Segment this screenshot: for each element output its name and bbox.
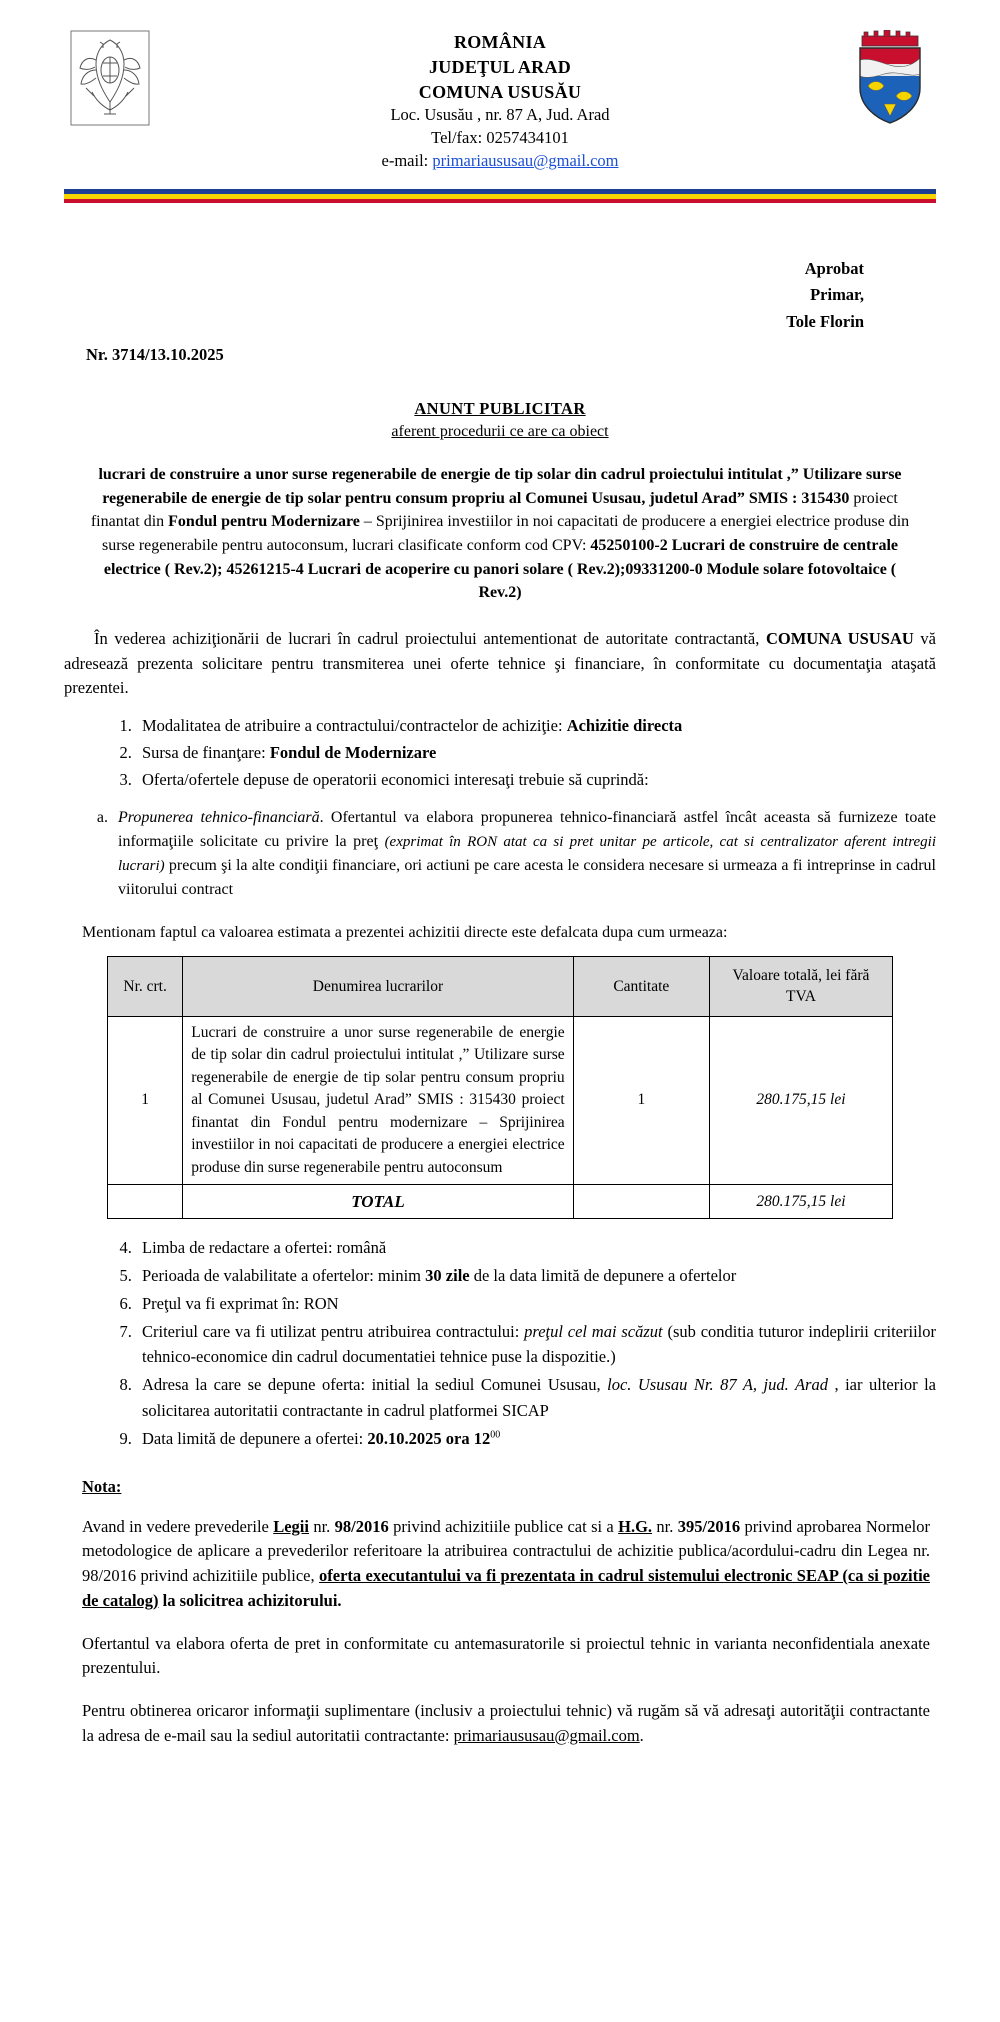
list-item-text: Sursa de finanţare:: [142, 743, 270, 763]
approval-line-3: Tole Florin: [786, 311, 864, 331]
estimated-values-table: [107, 956, 893, 1219]
law-number: 98/2016: [334, 1516, 389, 1536]
list-item: [136, 767, 936, 792]
column-header-cantitate: Cantitate: [573, 957, 709, 1016]
intro-paragraph: [64, 627, 936, 701]
list-item: [136, 713, 936, 738]
note-paragraph-2: Ofertantul va elabora oferta de pret in conformitate cu antemasuratorile si proiectul tehnic in varianta neconfidentiala anexate prezentului.: [82, 1633, 930, 1678]
object-text-bold-3: 45250100-2 Lucrari de construire de centrale electrice ( Rev.2); 45261215-4 Lucrari de acoperire cu panori solare ( Rev.2);09331200-0 Module solare fotovoltaice ( Rev.2): [103, 536, 899, 602]
list-item-italic: loc. Ususau Nr. 87 A, jud. Arad: [607, 1375, 828, 1395]
page-title: ANUNT PUBLICITAR: [414, 398, 586, 418]
cell-denumire: Lucrari de construire a unor surse regenerabile de energie de tip solar din cadrul proiectului intitulat ,” Utilizare surse regenerabile de energie de tip solar pentru consum propriu al Comunei Ususau, judetul Arad” SMIS : 315430 proiect finantat din Fondul pentru modernizare – Sprijinirea investiilor in noi capacitati de producere a energiei electrice produse din surse regenerabile pentru autoconsum: [183, 1016, 573, 1184]
cell-nr: 1: [108, 1016, 183, 1184]
cell-empty-2: [573, 1185, 709, 1219]
proposal-text-1: . Ofertantul va elabora propunerea tehnico-financiară astfel încât aceasta să furnizeze toate informaţiile solicitate cu privire la preţ: [118, 809, 936, 851]
contact-email-link[interactable]: primariaususau@gmail.com: [453, 1725, 640, 1745]
deadline-hour: ora 12: [441, 1428, 491, 1448]
hg-name: H.G.: [618, 1516, 653, 1536]
email-line: [156, 150, 844, 173]
list-item-bold: 30 zile: [425, 1266, 470, 1286]
list-item-text-a: Adresa la care se depune oferta: initial la sediul Comunei Ususau,: [142, 1375, 608, 1395]
page-subtitle: aferent procedurii ce are ca obiect: [391, 422, 609, 440]
column-header-valoare: Valoare totală, lei fără TVA: [709, 957, 892, 1016]
list-item: [136, 740, 936, 765]
list-item-text: Preţul va fi exprimat în: RON: [142, 1294, 339, 1314]
list-item-text-b: , iar ulterior la solicitarea autoritatii contractante in cadrul platformei SICAP: [142, 1375, 936, 1420]
email-label: e-mail:: [381, 151, 433, 171]
intro-text-1: În vederea achiziţionării de lucrari în cadrul proiectului antementionat de autoritate contractantă,: [94, 628, 766, 648]
list-item-text-b: de la data limită de depunere a ofertelor: [469, 1266, 737, 1286]
column-header-denumire: Denumirea lucrarilor: [183, 957, 573, 1016]
law-name: Legii: [273, 1516, 309, 1536]
registration-number: Nr. 3714/13.10.2025: [86, 344, 224, 364]
cell-total-value: 280.175,15 lei: [709, 1185, 892, 1219]
list-item-text-a: Perioada de valabilitate a ofertelor: minim: [142, 1266, 426, 1286]
table-header-row: [108, 957, 893, 1016]
list-item-text: Oferta/ofertele depuse de operatorii economici interesaţi trebuie să cuprindă:: [142, 770, 649, 790]
list-item-text-a: Criteriul care va fi utilizat pentru atribuirea contractului:: [142, 1322, 525, 1342]
romania-coat-of-arms-eagle-icon: [64, 30, 156, 126]
note-heading: Nota:: [82, 1476, 122, 1496]
country-name: ROMÂNIA: [453, 32, 547, 52]
note-text-b: nr.: [308, 1516, 335, 1536]
table-total-row: [108, 1185, 893, 1219]
email-link[interactable]: primariaususau@gmail.com: [432, 151, 619, 171]
proposal-title-italic: Propunerea tehnico-financiară: [118, 809, 320, 827]
table-row: [108, 1016, 893, 1184]
object-text-normal-2: – Sprijinirea investiilor in noi capacitati de producere a energiei electrice produse din surse regenerabile pentru autoconsum, lucrari clasificate conform cod CPV:: [101, 513, 910, 554]
note-text-f: la solicitrea achizitorului.: [158, 1590, 342, 1610]
proposal-text-italic-2: (exprimat în RON atat ca si pret unitar pe articole, cat si centralizator aferent intregii lucrari): [118, 834, 936, 875]
approval-line-1: Aprobat: [804, 258, 864, 278]
list-item: [136, 1263, 936, 1288]
list-item: [136, 1372, 936, 1422]
tricolor-divider: [64, 189, 936, 204]
list-item: [112, 806, 936, 902]
list-item-bold: Achizitie directa: [566, 716, 683, 736]
requirements-list: [64, 713, 936, 792]
document-header: [64, 22, 936, 173]
header-text-block: [156, 30, 844, 173]
deadline-date: 20.10.2025: [367, 1428, 442, 1448]
intro-text-2: vă adresează prezenta solicitare pentru transmiterea unei oferte tehnice şi financiare, în conformitate cu documentaţia ataşată prezentei.: [64, 628, 937, 698]
note-text-c: privind achizitiile publice cat si a: [388, 1516, 619, 1536]
note-contact-text: Pentru obtinerea oricaror informaţii suplimentare (inclusiv a proiectului tehnic) vă rugăm să vă adresaţi autorităţii contractante la adresa de e-mail sau la sediul autoritatii contractante:: [82, 1701, 930, 1745]
object-text-normal-1: proiect finantat din: [90, 489, 898, 531]
object-text-bold-2: Fondul pentru Modernizare: [168, 513, 360, 531]
note-contact-text-end: .: [639, 1725, 644, 1745]
cell-empty: [108, 1185, 183, 1219]
offer-content-sublist: [64, 806, 936, 902]
conditions-list: [64, 1235, 936, 1451]
list-item-text: Limba de redactare a ofertei: română: [142, 1238, 387, 1258]
list-item-bold: Fondul de Modernizare: [269, 743, 437, 763]
seap-requirement: oferta executantului va fi prezentata in cadrul sistemului electronic SEAP (ca si pozitie de catalog): [82, 1566, 930, 1610]
arad-county-coat-of-arms-icon: [844, 30, 936, 126]
approval-block: [64, 256, 936, 335]
note-paragraph-3: [64, 1699, 936, 1749]
document-title-block: [64, 399, 936, 441]
object-text-bold-1: lucrari de construire a unor surse regenerabile de energie de tip solar din cadrul proiectului intitulat ,” Utilizare surse regenerabile de energie de tip solar pentru consum propriu al Comunei Ususau, judetul Arad” SMIS : 315430: [98, 465, 902, 507]
list-item: [136, 1426, 936, 1451]
estimated-value-note: Mentionam faptul ca valoarea estimata a prezentei achizitii directe este defalcata dupa cum urmeaza:: [82, 924, 728, 942]
phone-line: Tel/fax: 0257434101: [431, 128, 569, 148]
note-text-d: nr.: [652, 1516, 678, 1536]
commune-name: COMUNA USUSĂU: [418, 81, 582, 102]
note-text-e: privind aprobarea Normelor metodologice de aplicare a prevederilor referitoare la atribuirea contractului de achizitie publica/acordului-cadru din Legea nr. 98/2016 privind achizitiile publice,: [82, 1516, 931, 1586]
approval-line-2: Primar,: [810, 285, 864, 305]
list-item: [136, 1319, 936, 1369]
list-item: [136, 1235, 936, 1260]
list-item-text: Modalitatea de atribuire a contractului/contractelor de achiziţie:: [142, 716, 567, 736]
contracting-authority-name: COMUNA USUSAU: [765, 628, 914, 648]
proposal-text-2: precum şi la alte condiţii financiare, ori actiuni pe care acesta le considera necesare si urmeaza a fi intreprinse in cadrul viitorului contract: [118, 857, 936, 899]
cell-valoare: 280.175,15 lei: [709, 1016, 892, 1184]
deadline-hour-sup: 00: [490, 1429, 501, 1441]
note-text-a: Avand in vedere prevederile: [82, 1516, 274, 1536]
list-item-text-a: Data limită de depunere a ofertei:: [142, 1428, 368, 1448]
tricolor-red-band: [64, 199, 936, 204]
hg-number: 395/2016: [677, 1516, 741, 1536]
address-line: Loc. Ususău , nr. 87 A, Jud. Arad: [390, 105, 610, 125]
list-item-italic: preţul cel mai scăzut: [524, 1322, 663, 1342]
list-item: [136, 1291, 936, 1316]
procurement-object-paragraph: [82, 463, 918, 605]
cell-cantitate: 1: [573, 1016, 709, 1184]
list-item-text-b: (sub conditia tuturor indeplirii criteriilor tehnico-economice din cadrul documentatiei tehnice puse la dispozitie.): [142, 1322, 936, 1367]
cell-total-label: TOTAL: [183, 1185, 573, 1219]
note-paragraph-1: [64, 1515, 936, 1614]
county-name: JUDEŢUL ARAD: [428, 56, 572, 77]
column-header-nr: Nr. crt.: [108, 957, 183, 1016]
